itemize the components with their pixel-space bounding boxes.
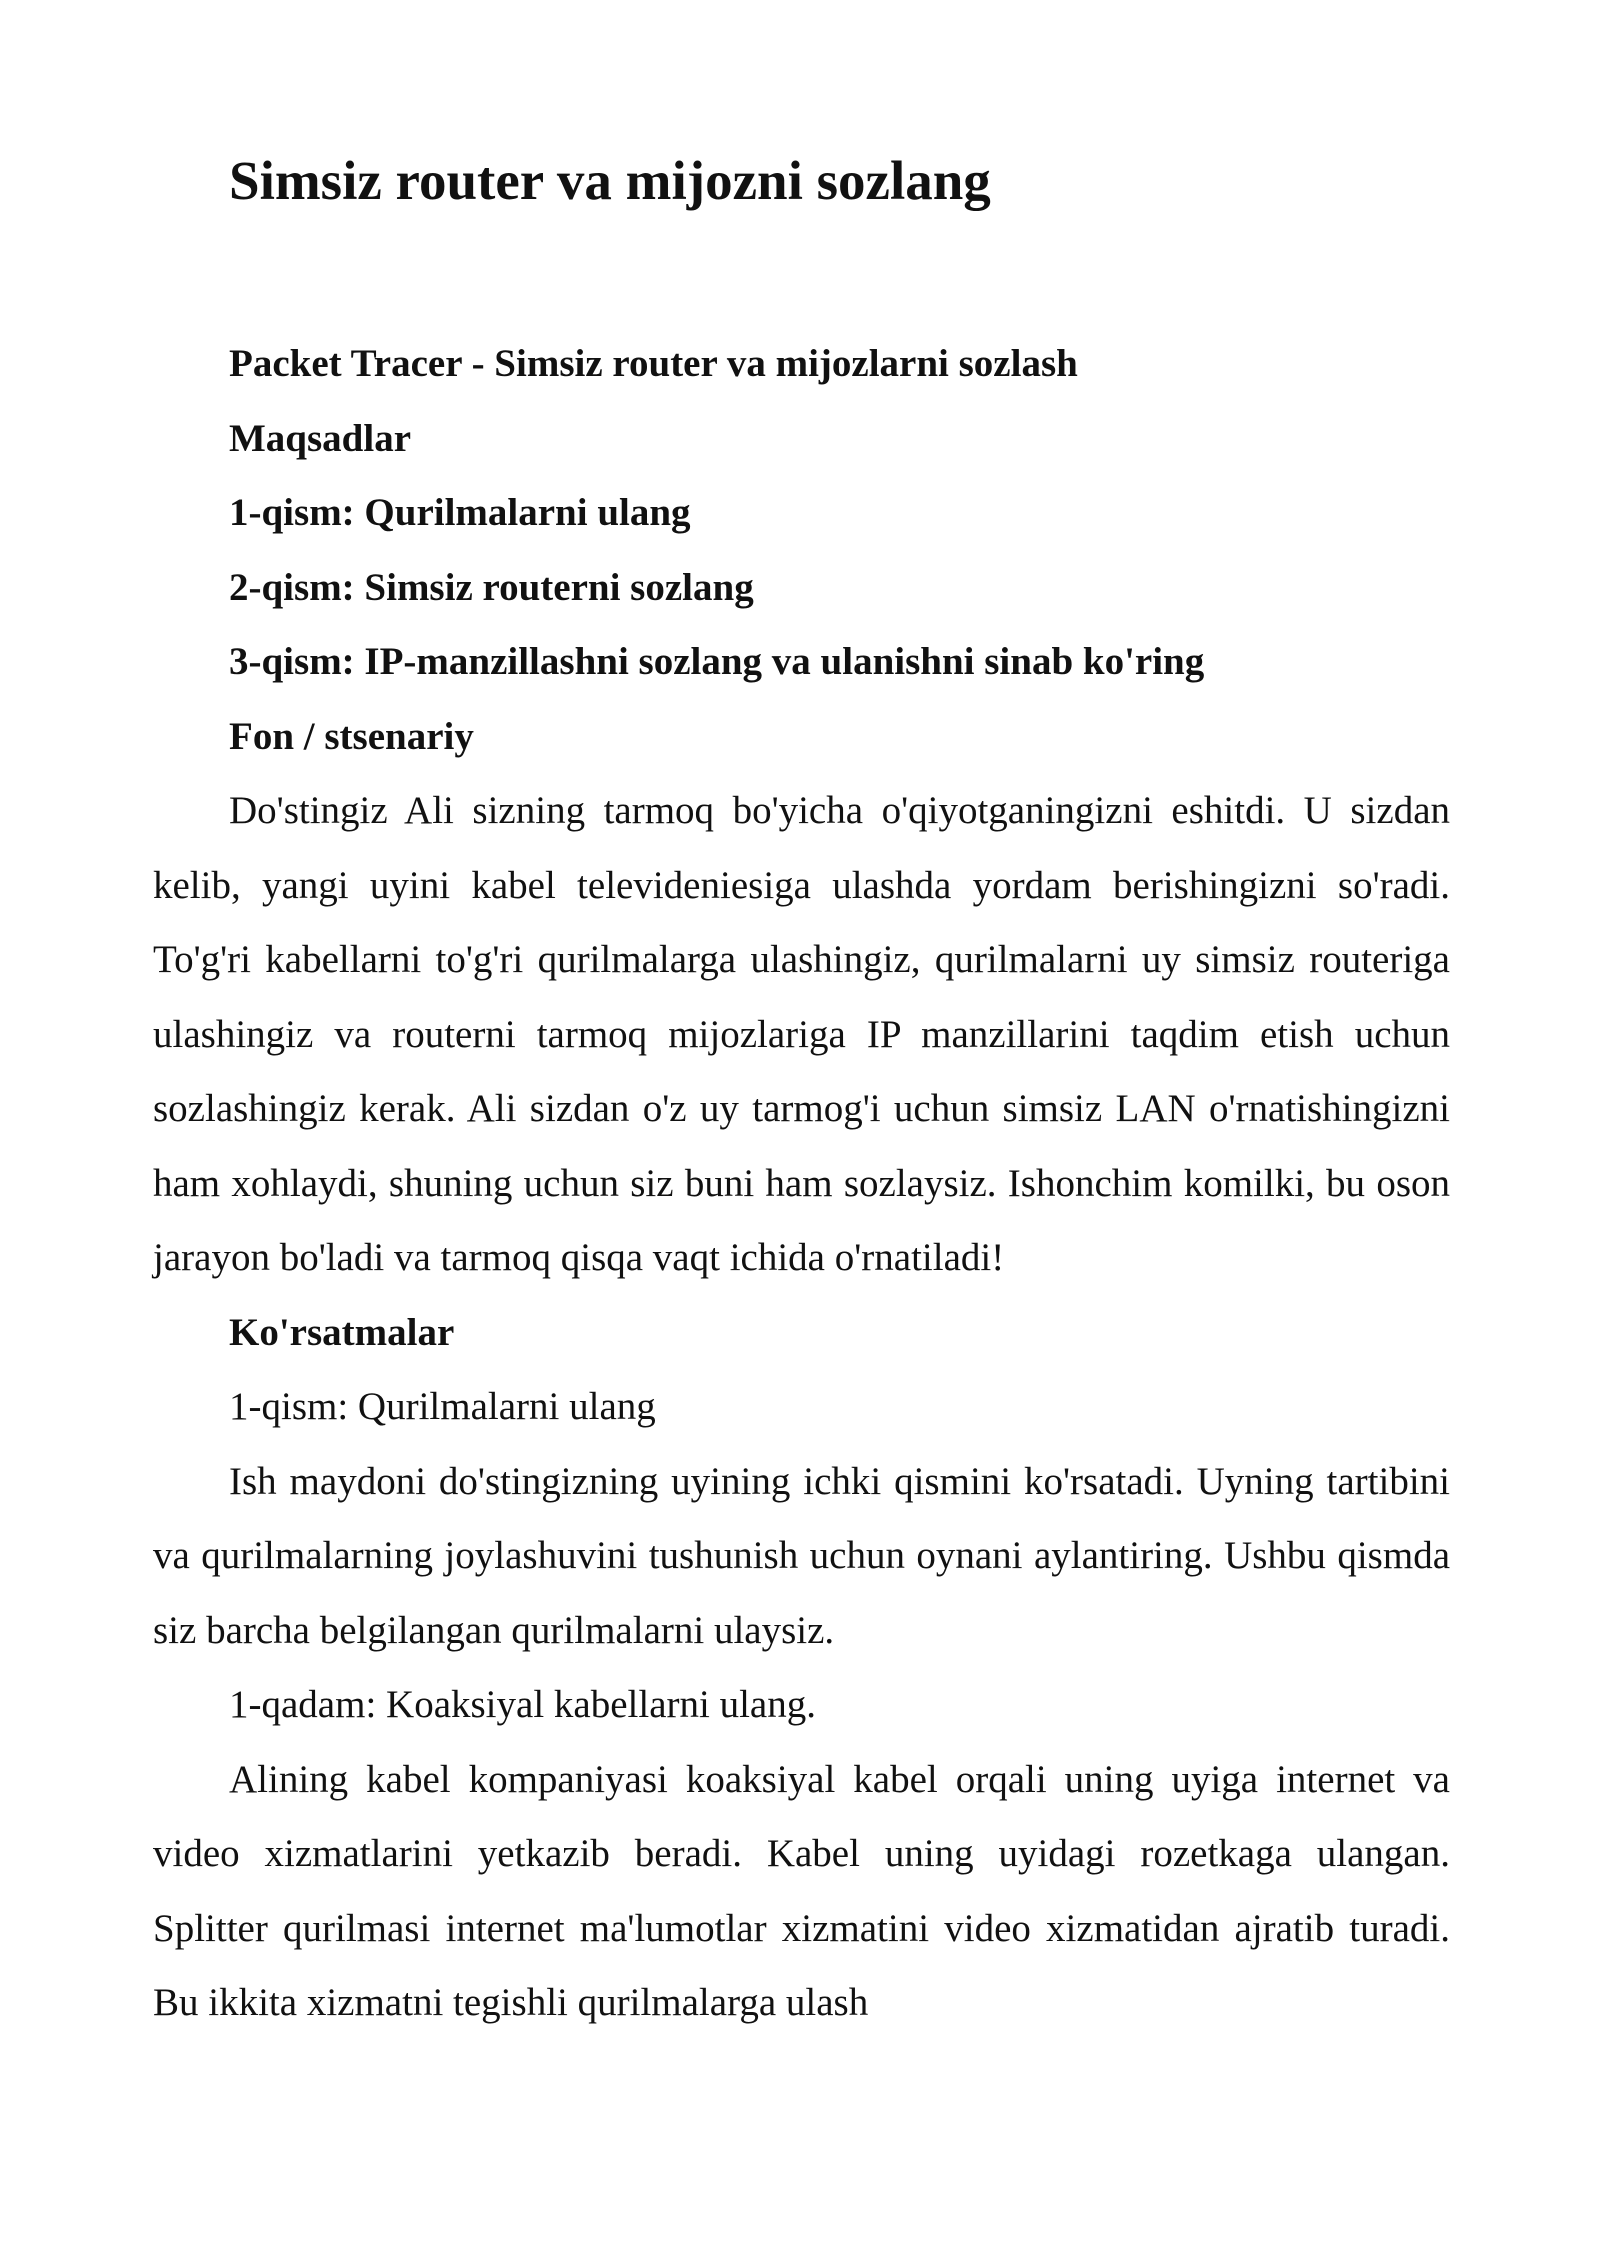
part1-title: 1-qism: Qurilmalarni ulang	[229, 1385, 656, 1428]
activity-heading: Packet Tracer - Simsiz router va mijozlarni sozlash	[229, 342, 1078, 385]
objective-part1: 1-qism: Qurilmalarni ulang	[229, 491, 691, 534]
document-body	[153, 327, 1450, 2041]
objective-part3: 3-qism: IP-manzillashni sozlang va ulanishni sinab ko'ring	[229, 640, 1205, 683]
step1-paragraph: Alining kabel kompaniyasi koaksiyal kabel orqali uning uyiga internet va video xizmatlarini yetkazib beradi. Kabel uning uyidagi rozetkaga ulangan. Splitter qurilmasi internet ma'lumotlar xizmatini video xizmatidan ajratib turadi. Bu ikkita xizmatni tegishli qurilmalarga ulash	[153, 1757, 1450, 2024]
background-heading: Fon / stsenariy	[229, 714, 474, 758]
document-title: Simsiz router va mijozni sozlang	[229, 150, 991, 211]
instructions-heading: Ko'rsatmalar	[229, 1310, 455, 1354]
part1-paragraph: Ish maydoni do'stingizning uyining ichki qismini ko'rsatadi. Uyning tartibini va qurilmalarning joylashuvini tushunish uchun oynani aylantiring. Ushbu qismda siz barcha belgilangan qurilmalarni ulaysiz.	[153, 1459, 1450, 1652]
objectives-heading: Maqsadlar	[229, 416, 412, 460]
background-paragraph: Do'stingiz Ali sizning tarmoq bo'yicha o'qiyotganingizni eshitdi. U sizdan kelib, yangi uyini kabel televideniesiga ulashda yordam berishingizni so'radi. To'g'ri kabellarni to'g'ri qurilmalarga ulashingiz, qurilmalarni uy simsiz routeriga ulashingiz va routerni tarmoq mijozlariga IP manzillarini taqdim etish uchun sozlashingiz kerak. Ali sizdan o'z uy tarmog'i uchun simsiz LAN o'rnatishingizni ham xohlaydi, shuning uchun siz buni ham sozlaysiz. Ishonchim komilki, bu oson jarayon bo'ladi va tarmoq qisqa vaqt ichida o'rnatiladi!	[153, 789, 1450, 1279]
objective-part2: 2-qism: Simsiz routerni sozlang	[229, 565, 754, 609]
step1-title: 1-qadam: Koaksiyal kabellarni ulang.	[229, 1683, 816, 1726]
